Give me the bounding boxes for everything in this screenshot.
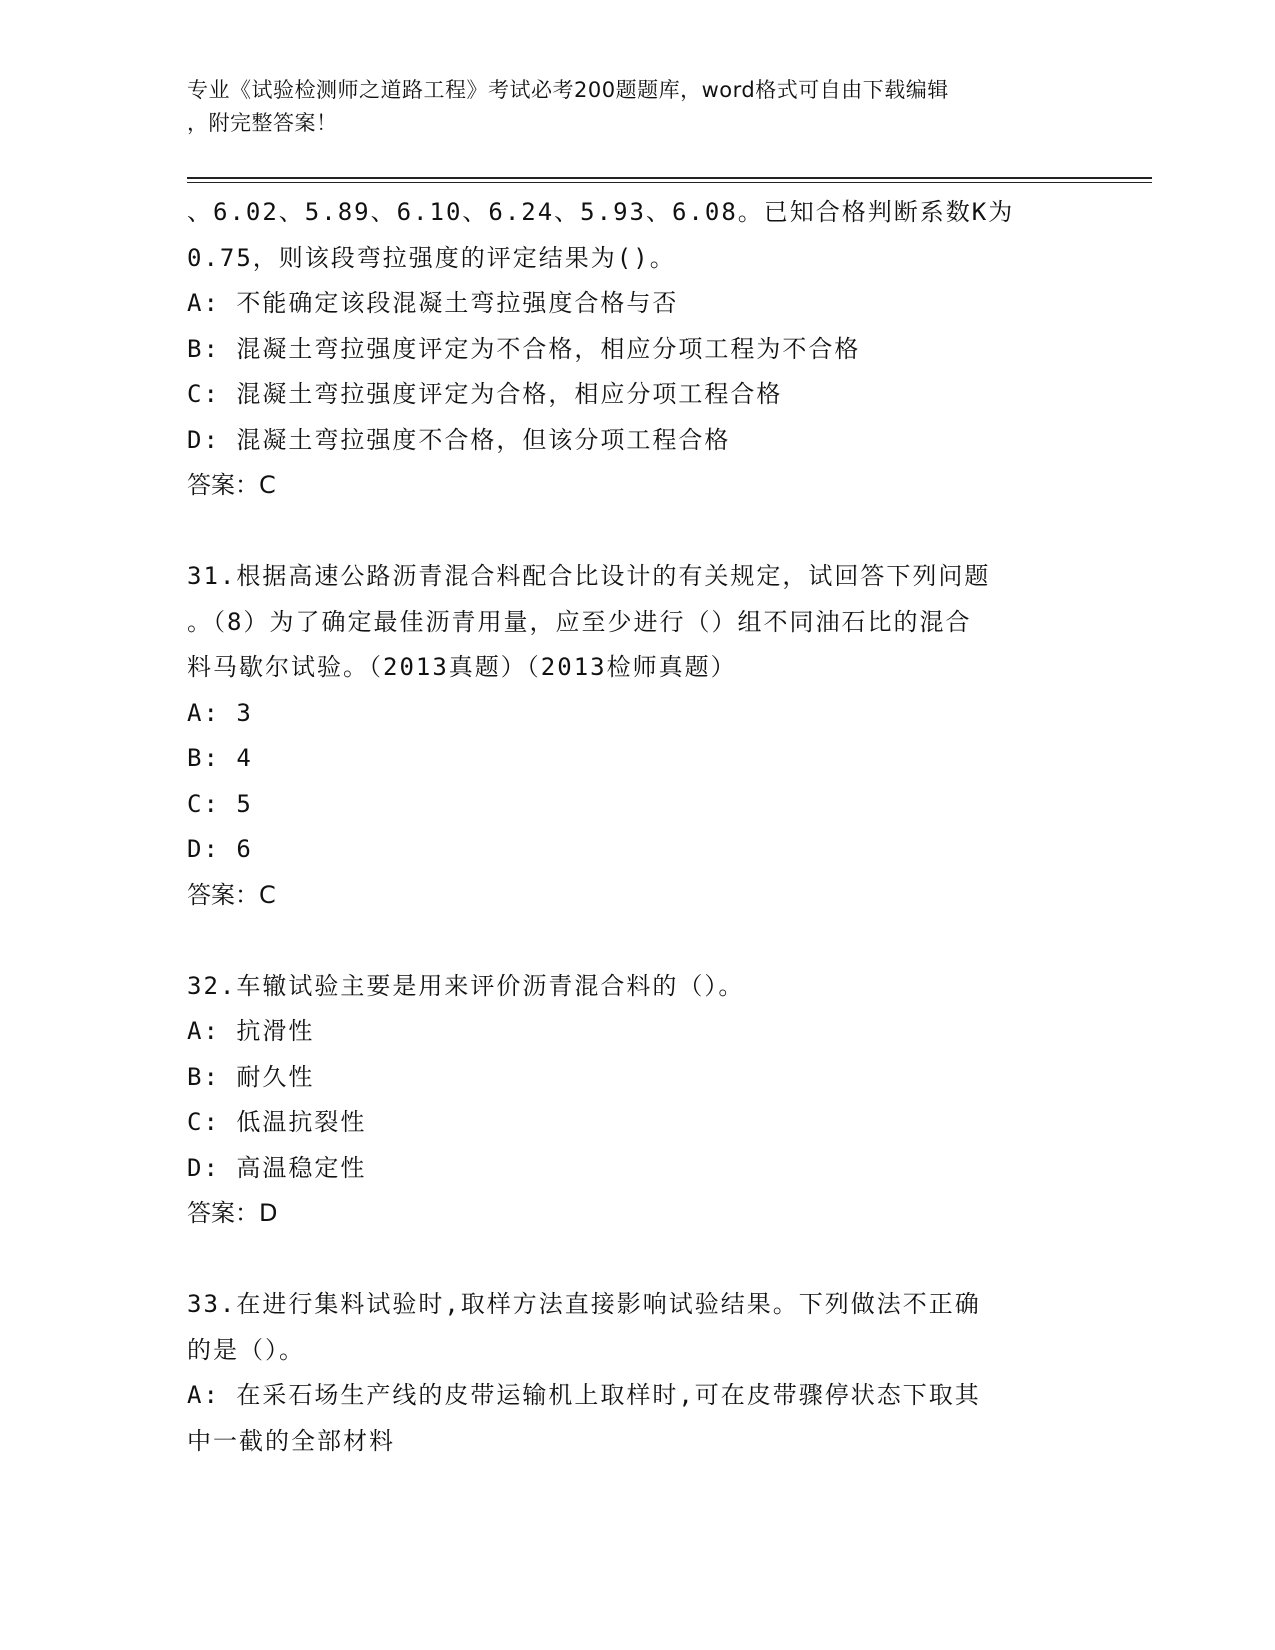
question-stem-line: 料马歇尔试验。（2013真题）（2013检师真题） — [187, 653, 737, 681]
option-a: A: 抗滑性 — [187, 1017, 315, 1045]
answer-line: 答案：D — [187, 1199, 278, 1227]
question-31 — [187, 554, 1107, 918]
question-30 — [187, 190, 1107, 509]
option-a: A: 不能确定该段混凝土弯拉强度合格与否 — [187, 289, 679, 317]
option-b: B: 混凝土弯拉强度评定为不合格，相应分项工程为不合格 — [187, 334, 861, 363]
option-b: B: 耐久性 — [187, 1062, 315, 1091]
header-title-line-1: 专业《试验检测师之道路工程》考试必考200题题库，word格式可自由下载编辑 — [187, 78, 949, 102]
header-divider-thick — [187, 177, 1152, 179]
header-title-line-2: ，附完整答案！ — [187, 111, 338, 135]
option-d: D: 高温稳定性 — [187, 1153, 367, 1182]
header-divider-thin — [187, 182, 1152, 183]
option-b: B: 4 — [187, 744, 253, 772]
question-stem-line: 33.在进行集料试验时,取样方法直接影响试验结果。下列做法不正确 — [187, 1290, 981, 1318]
question-spacer — [187, 1237, 1107, 1283]
question-stem-line: 32.车辙试验主要是用来评价沥青混合料的（）。 — [187, 971, 745, 1000]
option-d: D: 混凝土弯拉强度不合格，但该分项工程合格 — [187, 425, 731, 454]
option-c: C: 混凝土弯拉强度评定为合格，相应分项工程合格 — [187, 380, 783, 408]
question-32 — [187, 964, 1107, 1237]
document-header — [187, 74, 1067, 140]
option-d: D: 6 — [187, 835, 253, 863]
question-stem-line: 0.75，则该段弯拉强度的评定结果为()。 — [187, 243, 676, 272]
question-stem-line: 、6.02、5.89、6.10、6.24、5.93、6.08。已知合格判断系数K为 — [187, 198, 1015, 226]
option-c: C: 5 — [187, 789, 253, 818]
question-stem-line: 的是（）。 — [187, 1335, 305, 1364]
question-spacer — [187, 509, 1107, 555]
option-a: A: 在采石场生产线的皮带运输机上取样时,可在皮带骤停状态下取其 — [187, 1381, 981, 1409]
question-33 — [187, 1282, 1107, 1464]
answer-line: 答案：C — [187, 880, 276, 909]
option-a: A: 3 — [187, 698, 253, 727]
option-a-continued: 中一截的全部材料 — [187, 1426, 395, 1455]
question-content — [187, 190, 1107, 1464]
question-spacer — [187, 918, 1107, 964]
option-c: C: 低温抗裂性 — [187, 1108, 367, 1136]
question-stem-line: 31.根据高速公路沥青混合料配合比设计的有关规定，试回答下列问题 — [187, 562, 991, 590]
question-stem-line: 。（8）为了确定最佳沥青用量，应至少进行（）组不同油石比的混合 — [187, 607, 972, 636]
answer-line: 答案：C — [187, 471, 276, 499]
